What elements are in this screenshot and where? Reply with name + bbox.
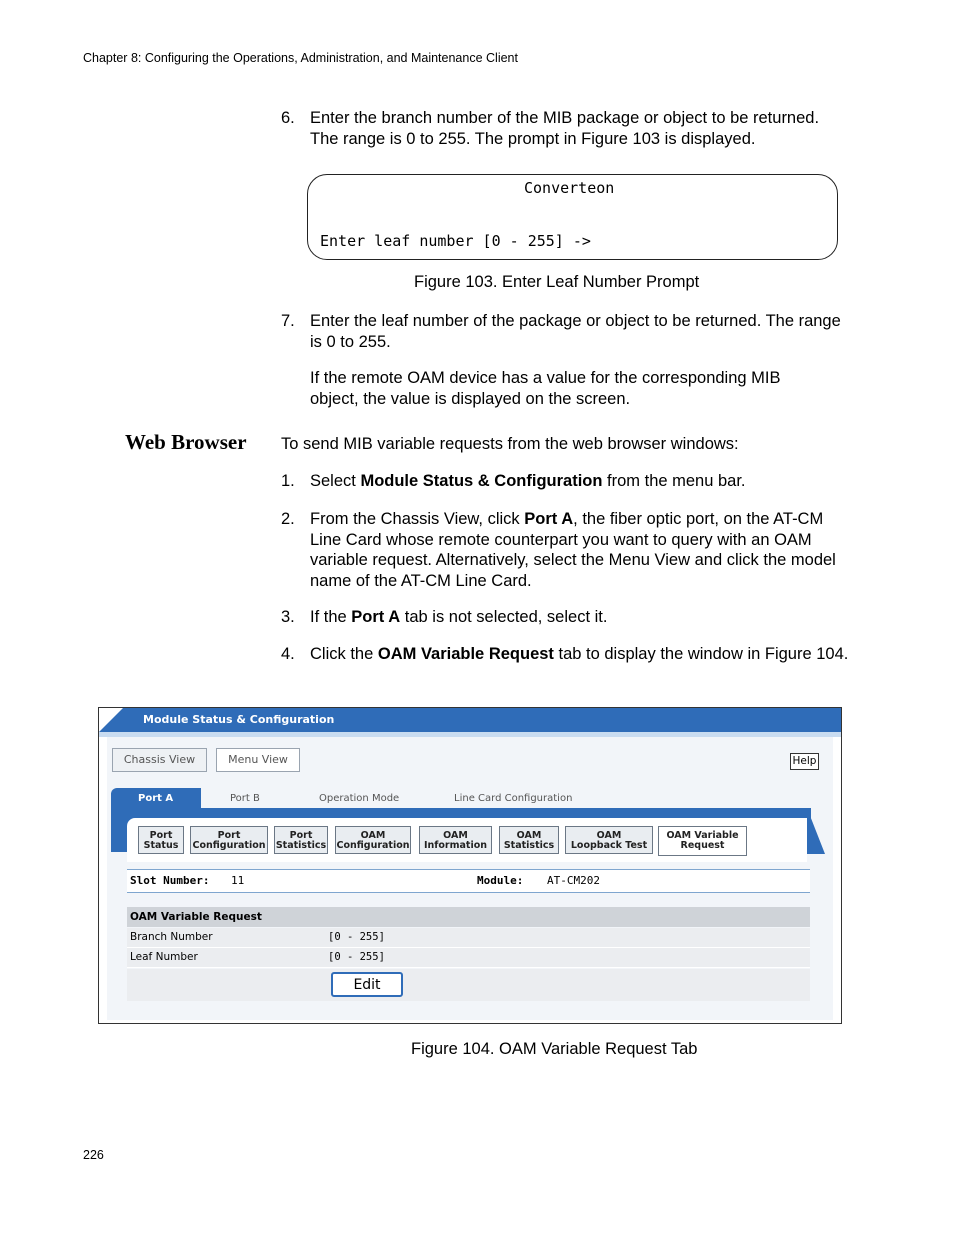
- slot-module-info: [127, 869, 810, 893]
- step-number: 7.: [281, 312, 295, 330]
- tab-operation-mode[interactable]: Operation Mode: [319, 793, 400, 804]
- slot-value: 11: [231, 874, 245, 887]
- step-number: 6.: [281, 109, 295, 127]
- step-text: Enter the leaf number of the package or object to be returned. The range is 0 to 255.: [310, 312, 841, 351]
- slot-label: Slot Number:: [130, 874, 210, 887]
- branch-number-value: [0 - 255]: [328, 931, 385, 943]
- step-text: Enter the branch number of the MIB package or object to be returned. The range is 0 to 255. The prompt in Figure 103 is displayed.: [310, 109, 820, 148]
- web-step-3: [281, 607, 851, 629]
- module-title: Module Status & Configuration: [143, 713, 335, 726]
- subtab-port-status[interactable]: Port Status: [138, 826, 184, 854]
- terminal-prompt-box: [307, 174, 838, 260]
- step-text: Select Module Status & Configuration from the menu bar.: [310, 472, 746, 490]
- leaf-number-row: [127, 948, 810, 968]
- tab-line-card-configuration[interactable]: Line Card Configuration: [454, 793, 573, 804]
- module-titlebar: [99, 708, 841, 732]
- step-6: [281, 108, 851, 152]
- section-intro: To send MIB variable requests from the web browser windows:: [281, 435, 739, 453]
- oam-variable-request-header: OAM Variable Request: [127, 907, 810, 927]
- module-value: AT-CM202: [547, 874, 600, 887]
- step-text: From the Chassis View, click Port A, the fiber optic port, on the AT-CM Line Card whose remote counterpart you want to query with an OAM variable request. Alternatively, select the Menu View and click the model name of the AT-CM Line Card.: [310, 510, 836, 590]
- web-step-2: [281, 509, 851, 593]
- subtab-port-configuration[interactable]: Port Configuration: [190, 826, 268, 854]
- subtab-port-statistics[interactable]: Port Statistics: [274, 826, 328, 854]
- step-text: Click the OAM Variable Request tab to display the window in Figure 104.: [310, 645, 849, 663]
- leaf-number-label: Leaf Number: [130, 951, 198, 963]
- edit-button[interactable]: Edit: [331, 972, 403, 997]
- leaf-number-value: [0 - 255]: [328, 951, 385, 963]
- tab-port-a[interactable]: Port A: [111, 788, 201, 810]
- oam-variable-request-screenshot: [98, 707, 842, 1024]
- step-7-note: If the remote OAM device has a value for the corresponding MIB object, the value is displayed on the screen.: [310, 369, 781, 408]
- terminal-brand: Converteon: [524, 179, 615, 197]
- section-title: Web Browser: [125, 430, 247, 454]
- subtab-oam-statistics[interactable]: OAM Statistics: [499, 826, 559, 854]
- module-label: Module:: [477, 874, 524, 887]
- figure-103-caption: Figure 103. Enter Leaf Number Prompt: [414, 273, 700, 291]
- chassis-view-button[interactable]: Chassis View: [112, 748, 207, 772]
- subtab-oam-information[interactable]: OAM Information: [419, 826, 492, 854]
- tab-port-b[interactable]: Port B: [230, 793, 260, 804]
- page-number: 226: [83, 1148, 104, 1162]
- menu-view-button[interactable]: Menu View: [216, 748, 300, 772]
- terminal-prompt-line: Enter leaf number [0 - 255] ->: [320, 232, 591, 250]
- step-number: 2.: [281, 510, 295, 528]
- step-number: 1.: [281, 472, 295, 490]
- subtab-oam-loopback-test[interactable]: OAM Loopback Test: [565, 826, 653, 854]
- edit-row: [127, 969, 810, 1001]
- step-number: 3.: [281, 608, 295, 626]
- step-number: 4.: [281, 645, 295, 663]
- branch-number-label: Branch Number: [130, 931, 213, 943]
- subtab-oam-configuration[interactable]: OAM Configuration: [335, 826, 411, 854]
- subtab-oam-variable-request[interactable]: OAM Variable Request: [658, 826, 747, 856]
- web-step-4: [281, 644, 851, 688]
- figure-104-caption: Figure 104. OAM Variable Request Tab: [411, 1040, 698, 1058]
- help-button[interactable]: Help: [790, 753, 819, 770]
- step-7: [281, 311, 851, 355]
- step-text: If the Port A tab is not selected, select it.: [310, 608, 608, 626]
- chapter-header: Chapter 8: Configuring the Operations, Administration, and Maintenance Client: [83, 51, 518, 65]
- branch-number-row: [127, 928, 810, 948]
- web-step-1: [281, 471, 851, 493]
